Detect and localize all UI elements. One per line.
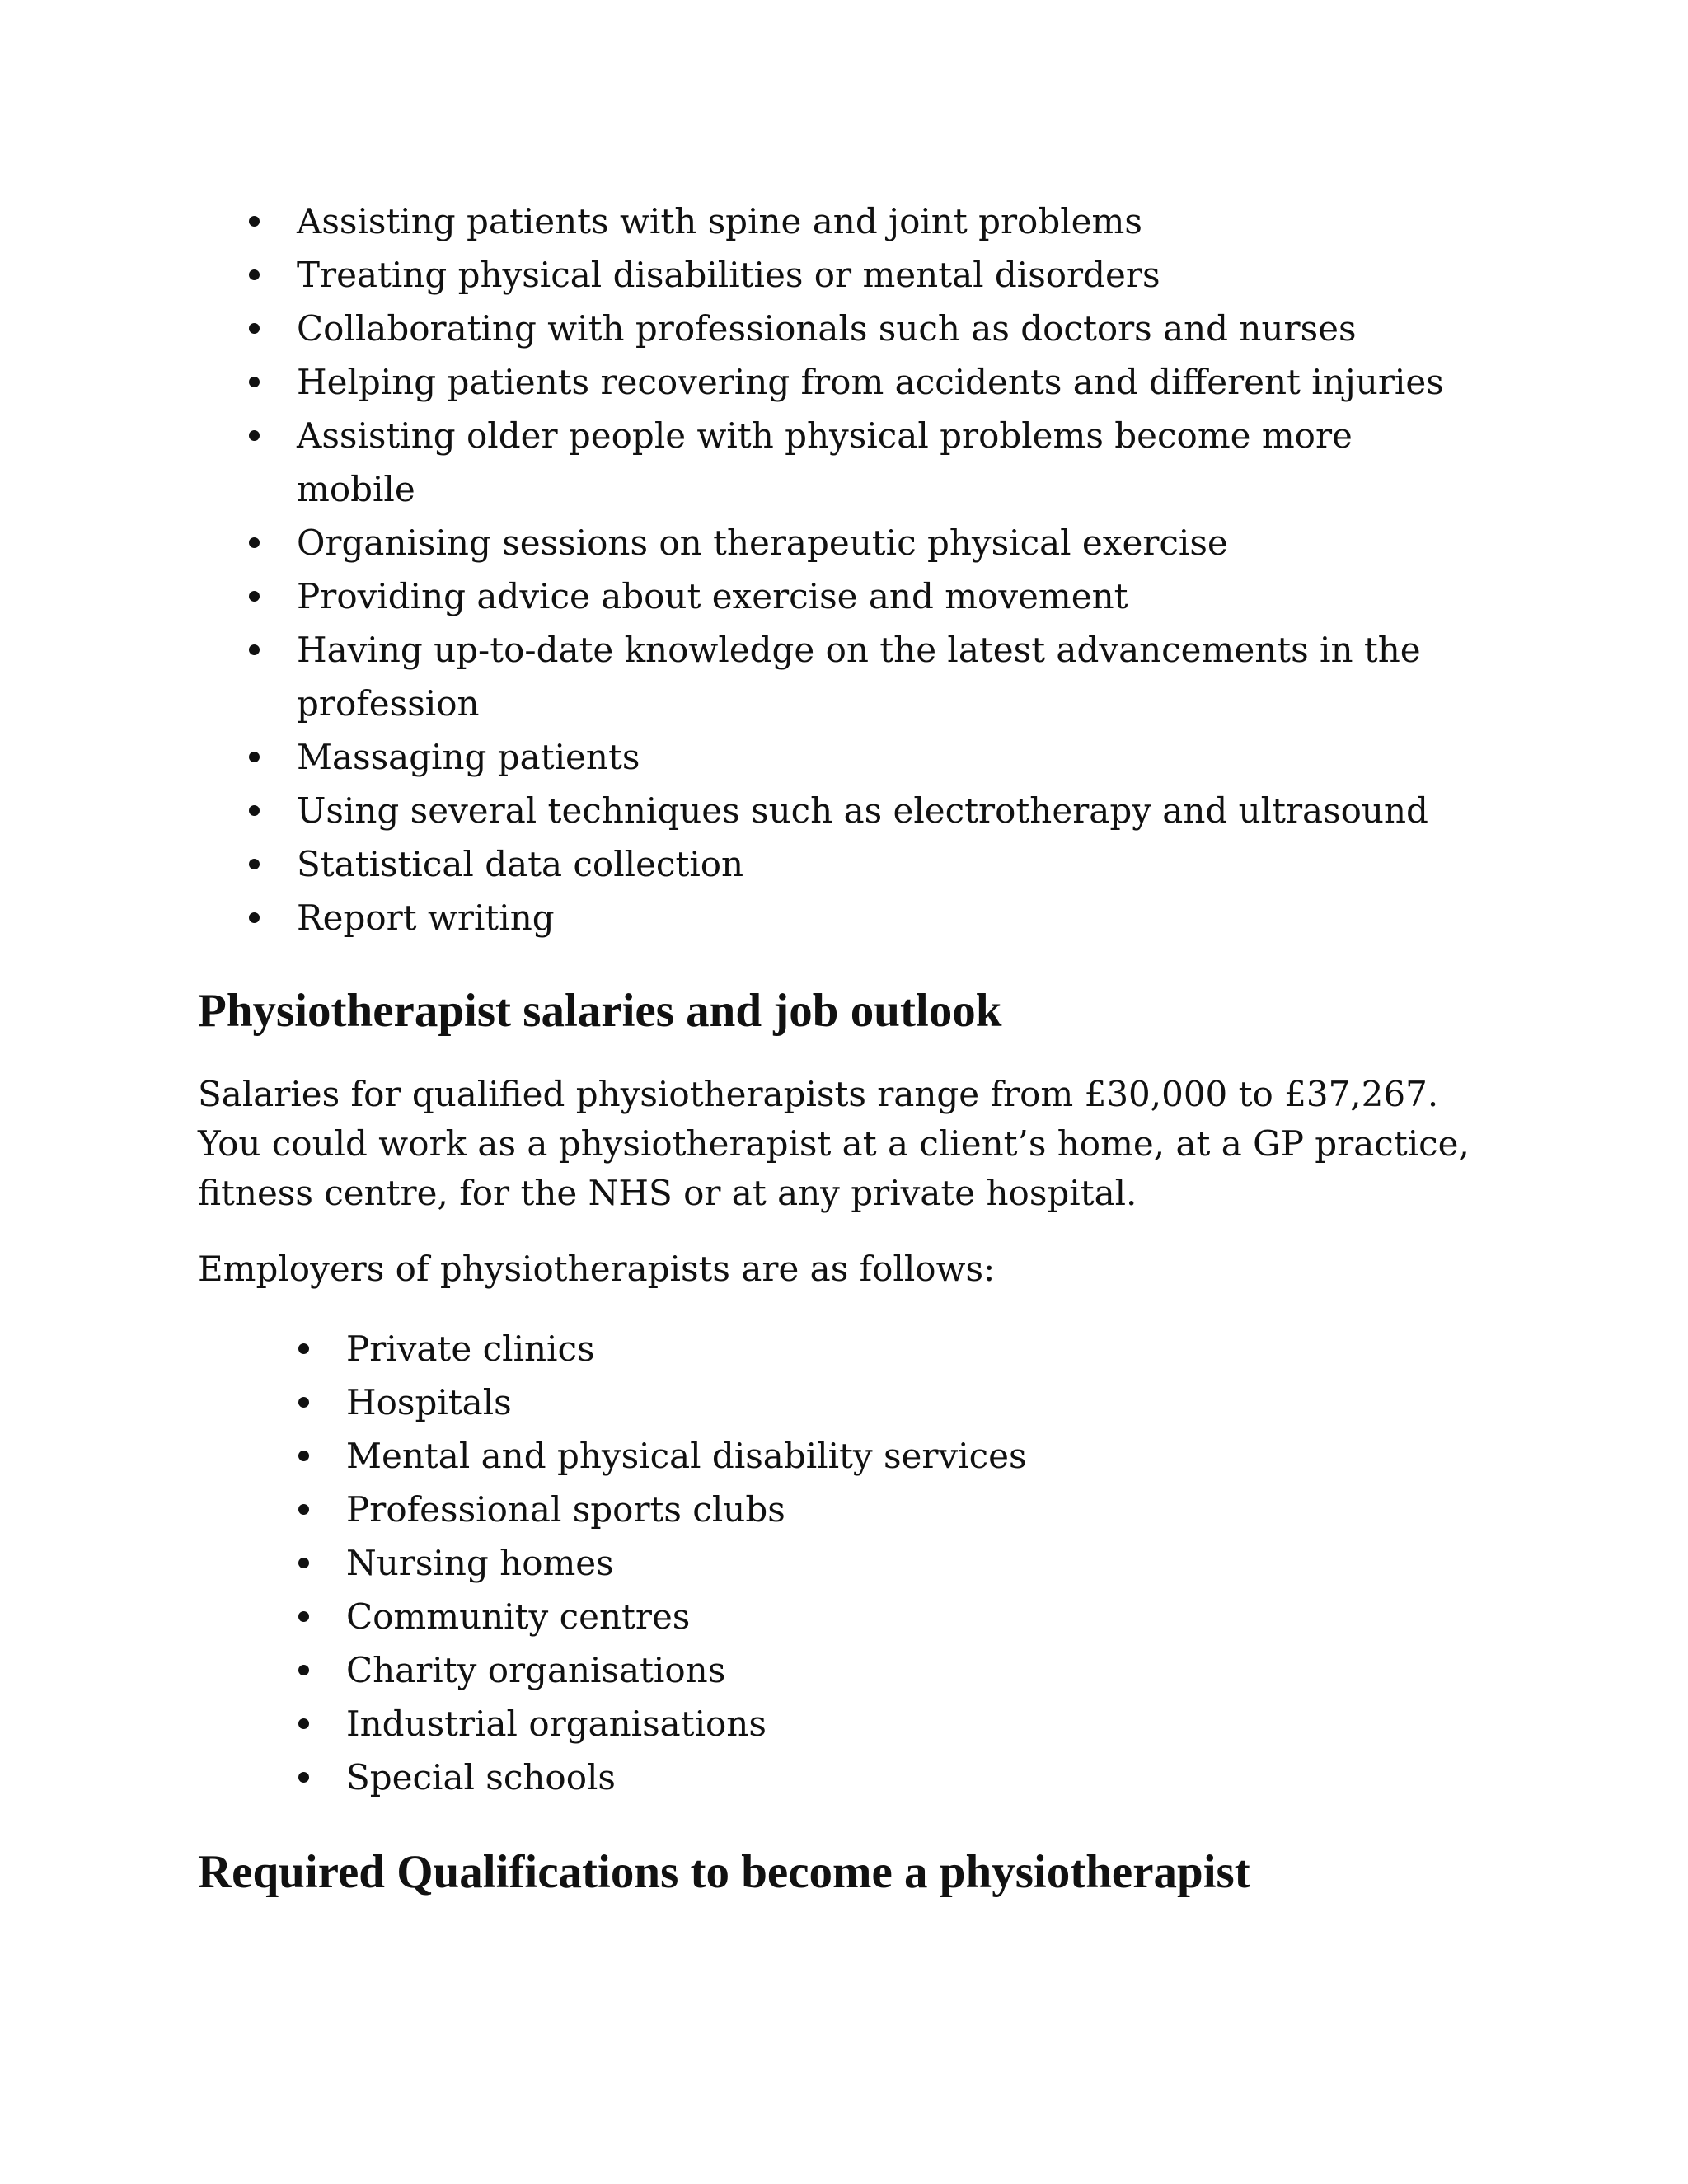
duty-text: Using several techniques such as electrotherapy and ultrasound [297,790,1428,831]
duty-text: Helping patients recovering from accidents and different injuries [297,362,1444,402]
list-item [297,194,1517,248]
duty-text: Organising sessions on therapeutic physical exercise [297,523,1228,563]
list-item: Mental and physical disability services [346,1429,1517,1483]
list-item: Professional sports clubs [346,1483,1517,1536]
list-item [297,516,1517,569]
document-page [198,194,1517,1900]
list-item [297,302,1517,355]
list-item [297,248,1517,302]
duty-text: Providing advice about exercise and movement [297,576,1128,616]
list-item [297,730,1517,784]
list-item: Industrial organisations [346,1697,1517,1750]
duty-text: Collaborating with professionals such as doctors and nurses [297,308,1357,349]
list-item: Nursing homes [346,1536,1517,1590]
list-item: Special schools [346,1750,1517,1804]
list-item: Charity organisations [346,1643,1517,1697]
list-item [297,569,1517,623]
duties-list [198,194,1517,944]
duty-text: Assisting older people with physical problems become more mobile [297,415,1353,509]
duty-text: Statistical data collection [297,844,744,884]
list-item: Private clinics [346,1322,1517,1376]
list-item [297,784,1517,837]
qualifications-heading: Required Qualifications to become a physiotherapist [198,1846,1250,1898]
employers-list [198,1322,1517,1804]
list-item [297,355,1517,409]
list-item: Hospitals [346,1376,1517,1429]
list-item [297,409,1517,516]
list-item [297,623,1517,730]
list-item [297,837,1517,891]
duty-text: Having up-to-date knowledge on the latest advancements in the profession [297,630,1421,724]
duty-text: Assisting patients with spine and joint problems [297,201,1142,241]
list-item [297,891,1517,944]
salaries-paragraph: Salaries for qualified physiotherapists range from £30,000 to £37,267. You could work as a physiotherapist at a client’s home, at a GP practice, fitness centre, for the NHS or at any private hospital. [198,1074,1470,1213]
duty-text: Treating physical disabilities or mental disorders [297,255,1160,295]
duty-text: Report writing [297,898,555,938]
salaries-heading: Physiotherapist salaries and job outlook [198,985,1002,1037]
list-item: Community centres [346,1590,1517,1643]
duty-text: Massaging patients [297,737,640,777]
employers-intro: Employers of physiotherapists are as follows: [198,1249,996,1289]
